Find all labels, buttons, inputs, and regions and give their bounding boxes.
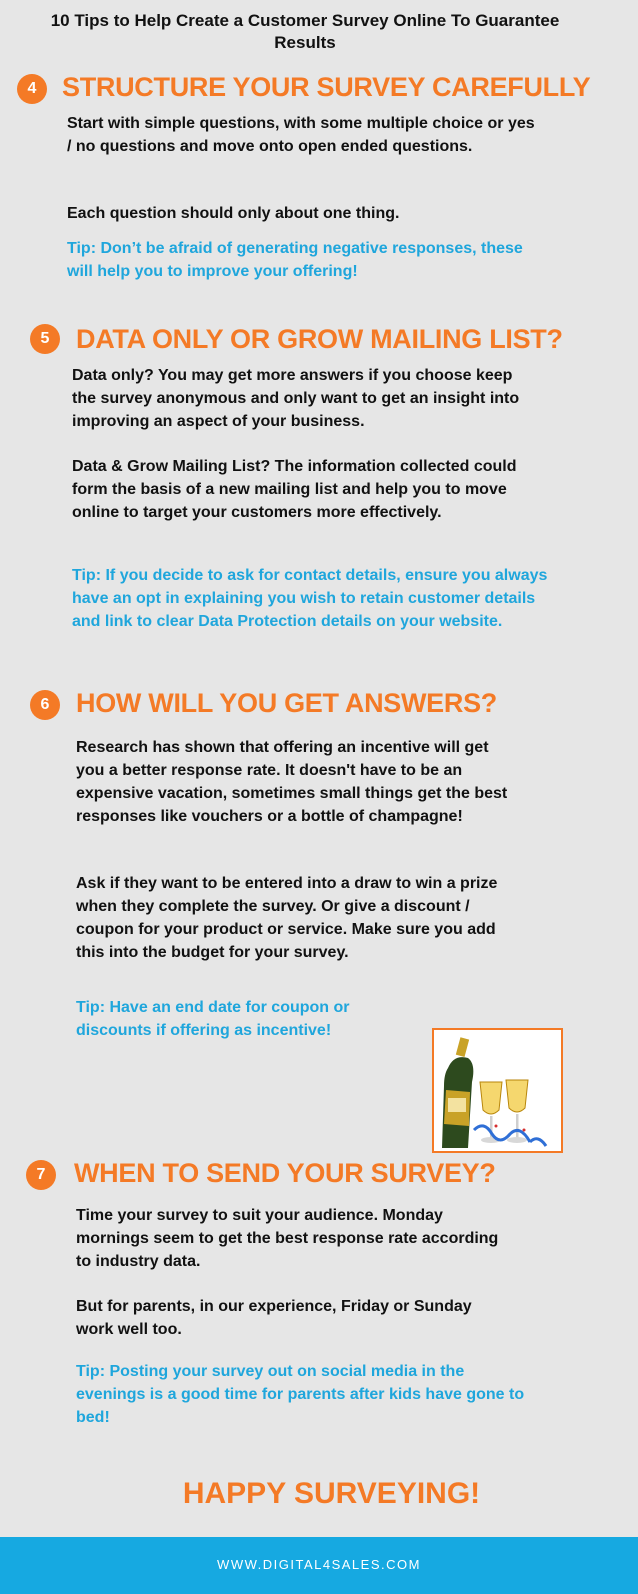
section-tip: Tip: Posting your survey out on social media in the evenings is a good time for parents after kids have gone to bed! [76, 1363, 525, 1426]
section-tip: Tip: Don’t be afraid of generating negative responses, these will help you to improve your offering! [67, 240, 523, 280]
section-tip: Tip: If you decide to ask for contact details, ensure you always have an opt in explaining you wish to retain customer details and link to clear Data Protection details on your website. [72, 567, 548, 630]
footer [0, 1537, 638, 1594]
section-number-badge: 4 [17, 74, 47, 104]
section-heading: STRUCTURE YOUR SURVEY CAREFULLY [62, 72, 591, 102]
footer-website-link[interactable]: WWW.DIGITAL4SALES.COM [217, 1557, 421, 1572]
section-paragraph: Ask if they want to be entered into a draw to win a prize when they complete the survey. Or give a discount / coupon for your product or service. Make sure you add this into the budget for your survey. [76, 875, 498, 961]
section-paragraph: Each question should only about one thing. [67, 205, 400, 222]
section-paragraph: Start with simple questions, with some multiple choice or yes / no questions and move onto open ended questions. [67, 115, 535, 155]
section-number-badge: 5 [30, 324, 60, 354]
champagne-icon [434, 1030, 561, 1151]
section-tip: Tip: Have an end date for coupon or discounts if offering as incentive! [76, 999, 350, 1039]
section-paragraph: Data & Grow Mailing List? The information collected could form the basis of a new mailing list and help you to move online to target your customers more effectively. [72, 458, 517, 521]
section-heading: HOW WILL YOU GET ANSWERS? [76, 688, 497, 718]
section-paragraph: Research has shown that offering an incentive will get you a better response rate. It doesn't have to be an expensive vacation, sometimes small things get the best responses like vouchers or a bottle of champagne! [76, 739, 508, 825]
section-heading: WHEN TO SEND YOUR SURVEY? [74, 1158, 496, 1188]
section-heading: DATA ONLY OR GROW MAILING LIST? [76, 324, 563, 354]
section-paragraph: Data only? You may get more answers if you choose keep the survey anonymous and only want to get an insight into improving an aspect of your business. [72, 367, 520, 430]
section-paragraph: Time your survey to suit your audience. Monday mornings seem to get the best response rate according to industry data. [76, 1207, 499, 1270]
section-number-badge: 6 [30, 690, 60, 720]
page-title: 10 Tips to Help Create a Customer Survey Online To Guarantee Results [50, 11, 560, 52]
section-paragraph: But for parents, in our experience, Friday or Sunday work well too. [76, 1298, 472, 1338]
section-number-badge: 7 [26, 1160, 56, 1190]
champagne-image [432, 1028, 563, 1153]
closing-message: HAPPY SURVEYING! [182, 1477, 481, 1510]
